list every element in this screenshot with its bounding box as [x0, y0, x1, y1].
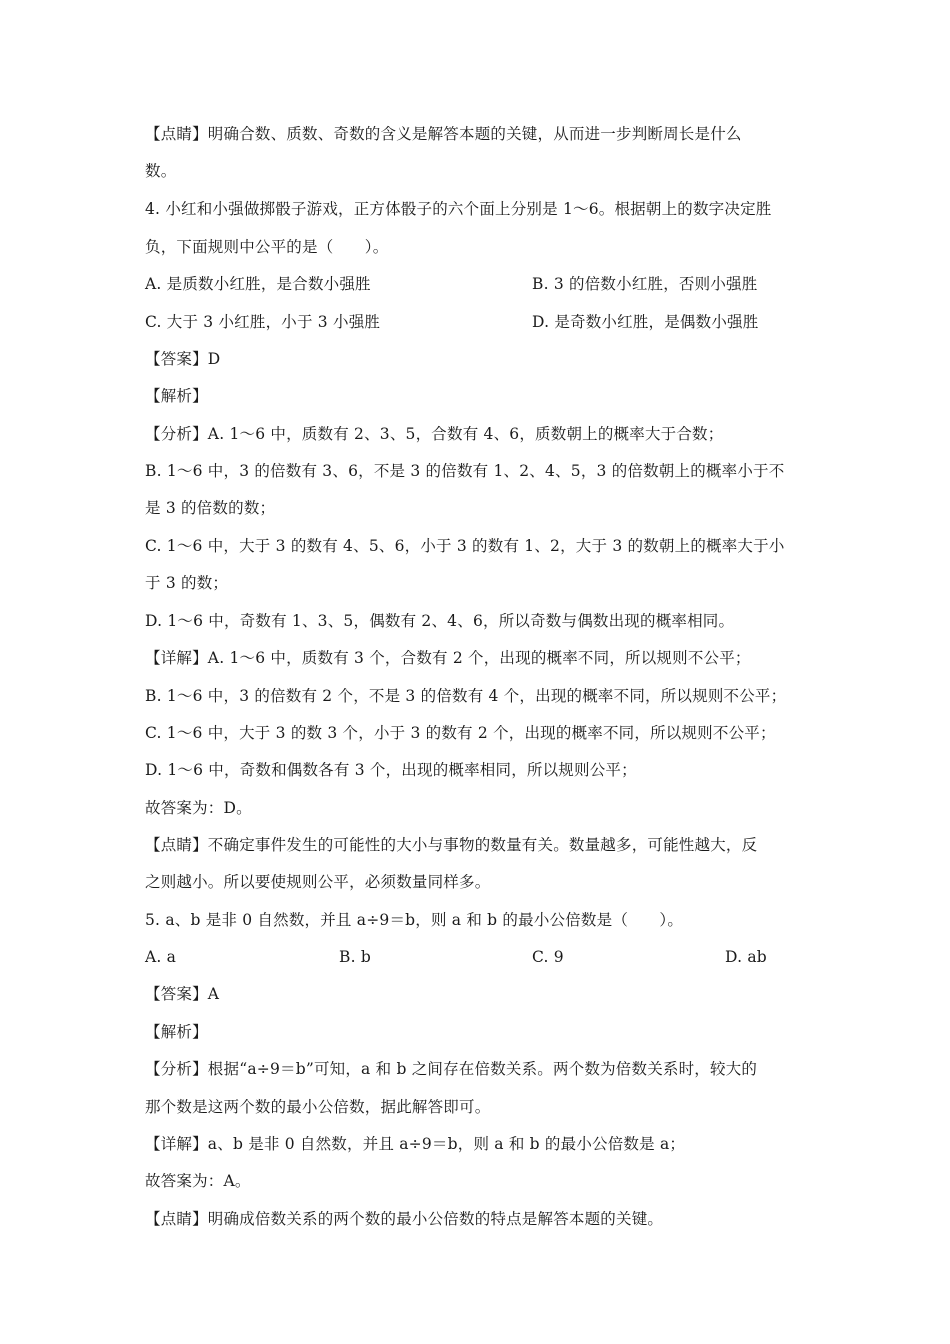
q4-fenxi-line2: B. 1～6 中，3 的倍数有 3、6，不是 3 的倍数有 1、2、4、5，3 的倍数朝上的概率小于不	[145, 462, 785, 480]
q4-xiangjie-line5: 故答案为：D。	[145, 799, 252, 817]
q4-stem-line1: 4. 小红和小强做掷骰子游戏，正方体骰子的六个面上分别是 1～6。根据朝上的数字决定胜	[145, 200, 772, 218]
q5-fenxi-line1: 【分析】根据“a÷9＝b”可知，a 和 b 之间存在倍数关系。两个数为倍数关系时，较大的	[145, 1060, 758, 1078]
q4-note-line1: 【点睛】不确定事件发生的可能性的大小与事物的数量有关。数量越多，可能性越大，反	[145, 836, 758, 854]
q4-fenxi-line6: D. 1～6 中，奇数有 1、3、5，偶数有 2、4、6，所以奇数与偶数出现的概率相同。	[145, 612, 735, 630]
q5-xiangjie-line2: 故答案为：A。	[145, 1172, 251, 1190]
q4-xiangjie-line3: C. 1～6 中，大于 3 的数 3 个，小于 3 的数有 2 个，出现的概率不同，所以规则不公平；	[145, 724, 776, 742]
q5-answer: 【答案】A	[145, 985, 220, 1003]
q3-note-line1: 【点睛】明确合数、质数、奇数的含义是解答本题的关键，从而进一步判断周长是什么	[145, 125, 742, 143]
q4-fenxi-line1: 【分析】A. 1～6 中，质数有 2、3、5，合数有 4、6，质数朝上的概率大于合数；	[145, 425, 724, 443]
q3-note-line2: 数。	[145, 162, 177, 180]
q4-analysis-header: 【解析】	[145, 387, 208, 405]
q4-option-d: D. 是奇数小红胜，是偶数小强胜	[532, 313, 759, 331]
q5-option-d: D. ab	[725, 948, 767, 966]
q4-option-a: A. 是质数小红胜，是合数小强胜	[145, 275, 371, 293]
q5-xiangjie-line1: 【详解】a、b 是非 0 自然数，并且 a÷9＝b，则 a 和 b 的最小公倍数是 a；	[145, 1135, 686, 1153]
q4-answer: 【答案】D	[145, 350, 221, 368]
q4-xiangjie-line2: B. 1～6 中，3 的倍数有 2 个，不是 3 的倍数有 4 个，出现的概率不同，所以规则不公平；	[145, 687, 787, 705]
q5-note: 【点睛】明确成倍数关系的两个数的最小公倍数的特点是解答本题的关键。	[145, 1210, 664, 1228]
q5-analysis-header: 【解析】	[145, 1023, 208, 1041]
q4-fenxi-line3: 是 3 的倍数的数；	[145, 499, 276, 517]
q4-note-line2: 之则越小。所以要使规则公平，必须数量同样多。	[145, 873, 491, 891]
q5-fenxi-line2: 那个数是这两个数的最小公倍数，据此解答即可。	[145, 1098, 491, 1116]
q4-fenxi-line4: C. 1～6 中，大于 3 的数有 4、5、6，小于 3 的数有 1、2，大于 3 的数朝上的概率大于小	[145, 537, 785, 555]
q4-option-b: B. 3 的倍数小红胜，否则小强胜	[532, 275, 758, 293]
q5-stem: 5. a、b 是非 0 自然数，并且 a÷9＝b，则 a 和 b 的最小公倍数是（ ）。	[145, 911, 684, 929]
q5-option-a: A. a	[145, 948, 177, 966]
q4-option-c: C. 大于 3 小红胜，小于 3 小强胜	[145, 313, 381, 331]
q4-xiangjie-line4: D. 1～6 中，奇数和偶数各有 3 个，出现的概率相同，所以规则公平；	[145, 761, 637, 779]
q4-xiangjie-line1: 【详解】A. 1～6 中，质数有 3 个，合数有 2 个，出现的概率不同，所以规则不公平；	[145, 649, 751, 667]
q4-stem-line2: 负，下面规则中公平的是（ ）。	[145, 238, 389, 256]
q5-option-b: B. b	[339, 948, 371, 966]
q5-option-c: C. 9	[532, 948, 564, 966]
q4-fenxi-line5: 于 3 的数；	[145, 574, 229, 592]
